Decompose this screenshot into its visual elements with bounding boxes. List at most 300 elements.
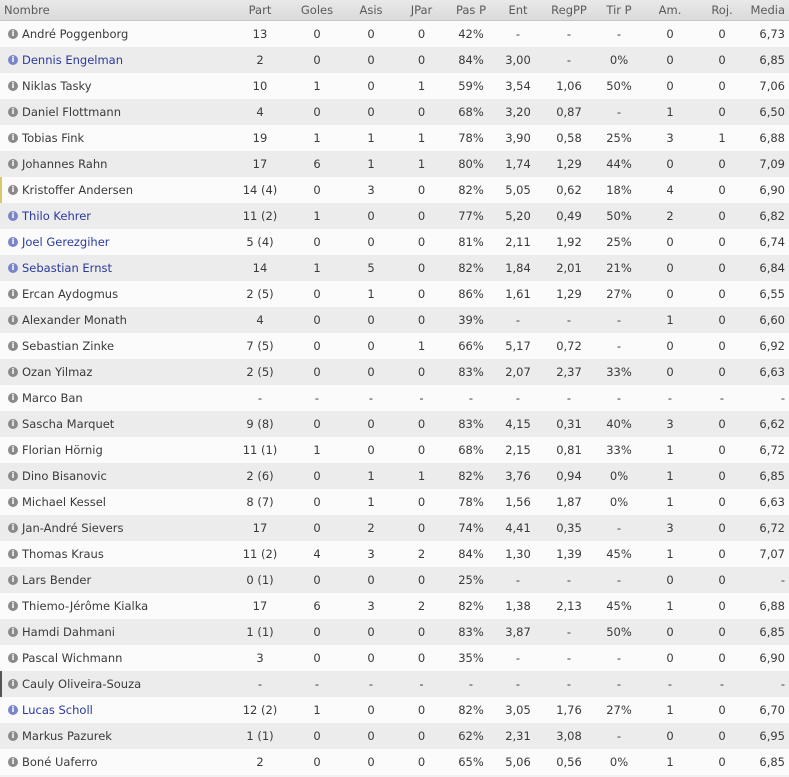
stat-asis: 3: [367, 599, 375, 613]
stat-ent: -: [515, 391, 521, 405]
stat-tir-p: 45%: [606, 547, 632, 561]
table-row[interactable]: [0, 437, 789, 463]
stat-part: 1 (1): [246, 729, 274, 743]
player-name-link[interactable]: Lars Bender: [22, 573, 92, 587]
stat-part: 10: [252, 79, 268, 93]
stat-pas-p: 77%: [458, 209, 484, 223]
info-icon[interactable]: i: [8, 263, 18, 273]
stat-regpp: 0,62: [556, 183, 582, 197]
stat-regpp: 0,49: [556, 209, 582, 223]
table-row[interactable]: [0, 515, 789, 541]
stat-am: 1: [666, 755, 674, 769]
stat-tir-p: 0%: [609, 469, 629, 483]
column-header-pas-p[interactable]: Pas P: [455, 3, 487, 17]
stat-ent: 1,61: [505, 287, 531, 301]
stat-media: -: [780, 391, 785, 405]
info-icon[interactable]: i: [8, 575, 18, 585]
info-icon[interactable]: i: [8, 81, 18, 91]
stat-goles: 0: [313, 573, 321, 587]
stat-am: 1: [666, 599, 674, 613]
stat-regpp: 3,08: [556, 729, 582, 743]
stat-ent: 2,11: [505, 235, 531, 249]
stat-ent: 3,54: [505, 79, 531, 93]
stat-ent: 1,30: [505, 547, 531, 561]
stat-regpp: 0,31: [556, 417, 582, 431]
stat-pas-p: 74%: [458, 521, 484, 535]
player-name-link[interactable]: Daniel Flottmann: [22, 105, 122, 119]
stat-am: 1: [666, 495, 674, 509]
stat-pas-p: 35%: [458, 651, 484, 665]
player-name-link[interactable]: Thilo Kehrer: [22, 209, 92, 223]
stat-part: 4: [256, 313, 264, 327]
stat-ent: 4,41: [505, 521, 531, 535]
stat-asis: 0: [367, 79, 375, 93]
stat-goles: 0: [313, 469, 321, 483]
table-row[interactable]: [0, 359, 789, 385]
stat-pas-p: 82%: [458, 703, 484, 717]
stat-regpp: 1,87: [556, 495, 582, 509]
info-icon[interactable]: i: [8, 523, 18, 533]
table-row[interactable]: [0, 281, 789, 307]
stat-ent: 1,38: [505, 599, 531, 613]
stat-tir-p: -: [616, 391, 622, 405]
player-name-link[interactable]: Sebastian Zinke: [22, 339, 115, 353]
stat-media: 7,06: [759, 79, 785, 93]
info-icon[interactable]: i: [8, 705, 18, 715]
player-name-link[interactable]: Jan-André Sievers: [22, 521, 124, 535]
stat-jpar: 0: [417, 209, 426, 223]
stat-media: 6,72: [759, 521, 785, 535]
stat-goles: 1: [313, 261, 321, 275]
player-name-link[interactable]: Michael Kessel: [22, 495, 106, 509]
stat-pas-p: -: [468, 677, 474, 691]
player-name-link[interactable]: Marco Ban: [22, 391, 83, 405]
stat-goles: 1: [313, 443, 321, 457]
info-icon[interactable]: i: [8, 471, 18, 481]
stat-part: 11 (2): [242, 547, 278, 561]
stat-part: 3: [256, 651, 264, 665]
stat-goles: 0: [313, 417, 321, 431]
stat-am: 1: [666, 313, 674, 327]
table-row[interactable]: [0, 697, 789, 723]
stat-roj: 0: [718, 313, 726, 327]
table-row[interactable]: [0, 73, 789, 99]
column-header-am[interactable]: Am.: [658, 3, 682, 17]
stat-am: -: [667, 391, 673, 405]
player-name-link[interactable]: Thiemo-Jérôme Kialka: [22, 599, 149, 613]
stat-roj: 0: [718, 157, 726, 171]
stat-roj: 0: [718, 703, 726, 717]
table-row[interactable]: [0, 255, 789, 281]
player-name-cell: [0, 333, 232, 359]
stat-tir-p: -: [616, 105, 622, 119]
stat-part: 0 (1): [246, 573, 274, 587]
stat-roj: 0: [718, 729, 726, 743]
stat-tir-p: 18%: [606, 183, 632, 197]
table-row[interactable]: [0, 177, 789, 203]
stat-am: 2: [666, 209, 674, 223]
stat-pas-p: 86%: [458, 287, 484, 301]
stat-ent: -: [515, 573, 521, 587]
player-name-cell: [0, 541, 232, 567]
stat-tir-p: 50%: [606, 625, 632, 639]
stat-part: 5 (4): [246, 235, 274, 249]
stat-media: 6,82: [759, 209, 785, 223]
stat-roj: 0: [718, 417, 726, 431]
info-icon[interactable]: i: [8, 315, 18, 325]
stat-part: 17: [252, 157, 268, 171]
stat-regpp: -: [566, 27, 572, 41]
stat-pas-p: 39%: [458, 313, 484, 327]
stat-tir-p: -: [616, 313, 622, 327]
column-header-regpp[interactable]: RegPP: [551, 3, 587, 17]
info-icon[interactable]: i: [8, 731, 18, 741]
stat-goles: -: [314, 677, 320, 691]
stat-pas-p: 78%: [458, 131, 484, 145]
stat-media: 6,73: [759, 27, 785, 41]
stat-jpar: 0: [417, 53, 426, 67]
stat-part: 4: [256, 105, 264, 119]
stat-regpp: 1,29: [556, 287, 582, 301]
stat-jpar: 0: [417, 755, 426, 769]
stat-pas-p: 59%: [458, 79, 484, 93]
stat-jpar: 1: [417, 339, 426, 353]
stat-goles: -: [314, 391, 320, 405]
stat-tir-p: 44%: [606, 157, 632, 171]
column-header-ent[interactable]: Ent: [508, 3, 528, 17]
table-body: [0, 21, 789, 775]
table-row[interactable]: [0, 489, 789, 515]
stat-ent: 5,17: [505, 339, 531, 353]
stat-am: 3: [666, 417, 674, 431]
player-name-cell: [0, 21, 232, 47]
stat-regpp: 0,87: [556, 105, 582, 119]
player-name-link[interactable]: Florian Hörnig: [22, 443, 103, 457]
stat-ent: 1,74: [505, 157, 531, 171]
stat-part: 12 (2): [242, 703, 278, 717]
column-header-name[interactable]: Nombre: [4, 3, 50, 17]
stat-ent: 3,87: [505, 625, 531, 639]
stat-tir-p: 40%: [606, 417, 632, 431]
stat-jpar: 0: [417, 27, 426, 41]
stat-regpp: -: [566, 573, 572, 587]
stat-jpar: 1: [417, 469, 426, 483]
stat-roj: 0: [718, 261, 726, 275]
stat-tir-p: 27%: [606, 703, 632, 717]
stat-asis: 0: [367, 209, 375, 223]
player-name-link[interactable]: Dino Bisanovic: [22, 469, 107, 483]
info-icon[interactable]: i: [8, 289, 18, 299]
stat-asis: 1: [367, 469, 375, 483]
player-name-cell: [0, 749, 232, 775]
stat-regpp: -: [566, 677, 572, 691]
info-icon[interactable]: i: [8, 211, 18, 221]
stat-part: -: [257, 391, 263, 405]
stat-goles: 0: [313, 755, 321, 769]
player-name-link[interactable]: Dennis Engelman: [22, 53, 124, 67]
stat-part: 9 (8): [246, 417, 274, 431]
stat-jpar: 0: [417, 313, 426, 327]
info-icon[interactable]: i: [8, 601, 18, 611]
stat-goles: 0: [313, 105, 321, 119]
stat-tir-p: -: [616, 573, 622, 587]
stat-media: 6,88: [759, 599, 785, 613]
table-row[interactable]: [0, 567, 789, 593]
table-row[interactable]: [0, 593, 789, 619]
player-name-link[interactable]: Ercan Aydogmus: [22, 287, 119, 301]
player-name-cell: [0, 125, 232, 151]
stat-roj: 0: [718, 521, 726, 535]
info-icon[interactable]: i: [8, 627, 18, 637]
stat-tir-p: 25%: [606, 131, 632, 145]
player-name-cell: [0, 281, 232, 307]
info-icon[interactable]: i: [8, 185, 18, 195]
stat-goles: 6: [313, 157, 321, 171]
stat-regpp: -: [566, 625, 572, 639]
stat-regpp: 1,76: [556, 703, 582, 717]
stat-jpar: 2: [417, 599, 426, 613]
info-icon[interactable]: i: [8, 237, 18, 247]
stat-tir-p: -: [616, 677, 622, 691]
stat-asis: 3: [367, 547, 375, 561]
table-row[interactable]: [0, 619, 789, 645]
player-name-cell: [0, 671, 232, 697]
stat-media: 6,74: [759, 235, 785, 249]
stat-tir-p: 33%: [606, 443, 632, 457]
table-row[interactable]: [0, 541, 789, 567]
player-name-cell: [0, 47, 232, 73]
stat-roj: 0: [718, 443, 726, 457]
stat-pas-p: 78%: [458, 495, 484, 509]
stat-roj: 0: [718, 79, 726, 93]
stat-part: 19: [252, 131, 268, 145]
stat-asis: 2: [367, 521, 375, 535]
stat-asis: -: [368, 677, 374, 691]
stat-ent: 2,31: [505, 729, 531, 743]
player-name-cell: [0, 437, 232, 463]
stat-ent: 4,15: [505, 417, 531, 431]
stat-ent: -: [515, 313, 521, 327]
stat-goles: 0: [313, 313, 321, 327]
column-header-jpar[interactable]: JPar: [410, 3, 433, 17]
stat-asis: 0: [367, 417, 375, 431]
stat-asis: 0: [367, 27, 375, 41]
player-name-cell: [0, 697, 232, 723]
info-icon[interactable]: i: [8, 341, 18, 351]
player-name-link[interactable]: Thomas Kraus: [22, 547, 104, 561]
stat-am: 1: [666, 469, 674, 483]
table-row[interactable]: [0, 99, 789, 125]
player-name-cell: [0, 177, 232, 203]
stat-asis: 0: [367, 339, 375, 353]
stat-tir-p: 0%: [609, 53, 629, 67]
player-name-link[interactable]: Lucas Scholl: [22, 703, 93, 717]
player-name-link[interactable]: Sascha Marquet: [22, 417, 115, 431]
player-name-cell: [0, 645, 232, 671]
stat-asis: 1: [367, 287, 375, 301]
player-name-link[interactable]: Alexander Monath: [22, 313, 127, 327]
stat-media: 6,85: [759, 625, 785, 639]
stat-pas-p: 42%: [458, 27, 484, 41]
player-name-cell: [0, 229, 232, 255]
stat-jpar: 0: [417, 625, 426, 639]
info-icon[interactable]: i: [8, 497, 18, 507]
stat-regpp: 1,39: [556, 547, 582, 561]
table-row[interactable]: [0, 229, 789, 255]
stat-asis: 0: [367, 105, 375, 119]
stat-regpp: 0,72: [556, 339, 582, 353]
info-icon[interactable]: i: [8, 393, 18, 403]
stat-asis: 5: [367, 261, 375, 275]
stat-goles: 0: [313, 235, 321, 249]
player-name-link[interactable]: Niklas Tasky: [22, 79, 92, 93]
stat-am: 3: [666, 521, 674, 535]
stat-roj: -: [719, 677, 725, 691]
stat-media: 6,63: [759, 365, 785, 379]
player-name-link[interactable]: Joel Gerezgiher: [22, 235, 110, 249]
stat-regpp: 2,37: [556, 365, 582, 379]
stat-am: 4: [666, 183, 674, 197]
player-name-cell: [0, 99, 232, 125]
stat-jpar: 0: [417, 287, 426, 301]
table-row[interactable]: [0, 749, 789, 775]
table-row[interactable]: [0, 203, 789, 229]
player-name-link[interactable]: Pascal Wichmann: [22, 651, 123, 665]
table-row[interactable]: [0, 333, 789, 359]
stat-jpar: 0: [417, 261, 426, 275]
stat-pas-p: 83%: [458, 625, 484, 639]
stat-part: 2: [256, 755, 264, 769]
stat-roj: 0: [718, 287, 726, 301]
stat-tir-p: -: [616, 651, 622, 665]
stat-media: 6,60: [759, 313, 785, 327]
player-name-link[interactable]: André Poggenborg: [22, 27, 129, 41]
table-row[interactable]: [0, 411, 789, 437]
stat-tir-p: -: [616, 521, 622, 535]
stat-media: 6,95: [759, 729, 785, 743]
stat-ent: -: [515, 677, 521, 691]
table-row[interactable]: [0, 645, 789, 671]
stat-pas-p: 81%: [458, 235, 484, 249]
stat-tir-p: 25%: [606, 235, 632, 249]
player-name-link[interactable]: Ozan Yilmaz: [22, 365, 93, 379]
player-name-link[interactable]: Boné Uaferro: [22, 755, 98, 769]
stat-asis: 0: [367, 443, 375, 457]
column-header-goles[interactable]: Goles: [300, 3, 334, 17]
stat-ent: 2,15: [505, 443, 531, 457]
stat-goles: 1: [313, 209, 321, 223]
table-row[interactable]: [0, 307, 789, 333]
column-header-tir-p[interactable]: Tir P: [606, 3, 632, 17]
column-header-asis[interactable]: Asis: [359, 3, 383, 17]
info-icon[interactable]: i: [8, 549, 18, 559]
player-name-cell: [0, 723, 232, 749]
player-name-link[interactable]: Kristoffer Andersen: [22, 183, 133, 197]
stat-ent: 5,20: [505, 209, 531, 223]
table-row[interactable]: [0, 671, 789, 697]
table-row[interactable]: [0, 47, 789, 73]
table-row[interactable]: [0, 723, 789, 749]
info-icon[interactable]: i: [8, 757, 18, 767]
info-icon[interactable]: i: [8, 159, 18, 169]
stat-ent: 3,05: [505, 703, 531, 717]
stat-regpp: -: [566, 391, 572, 405]
table-row[interactable]: [0, 151, 789, 177]
column-header-roj[interactable]: Roj.: [711, 3, 733, 17]
stat-asis: 0: [367, 53, 375, 67]
info-icon[interactable]: i: [8, 133, 18, 143]
stat-goles: 0: [313, 27, 321, 41]
info-icon[interactable]: i: [8, 55, 18, 65]
stat-jpar: 0: [417, 443, 426, 457]
stat-ent: 3,20: [505, 105, 531, 119]
info-icon[interactable]: i: [8, 367, 18, 377]
table-row[interactable]: [0, 463, 789, 489]
table-row[interactable]: [0, 21, 789, 47]
player-name-cell: [0, 307, 232, 333]
stat-media: 6,92: [759, 339, 785, 353]
stat-am: 1: [666, 703, 674, 717]
stat-jpar: 0: [417, 183, 426, 197]
info-icon[interactable]: i: [8, 679, 18, 689]
stat-regpp: 1,06: [556, 79, 582, 93]
player-name-link[interactable]: Johannes Rahn: [22, 157, 108, 171]
stat-am: 0: [666, 651, 674, 665]
stat-ent: 1,84: [505, 261, 531, 275]
stat-asis: 0: [367, 313, 375, 327]
stat-tir-p: 50%: [606, 79, 632, 93]
stat-roj: 0: [718, 755, 726, 769]
stat-asis: 1: [367, 157, 375, 171]
player-name-cell: [0, 515, 232, 541]
column-header-media[interactable]: Media: [750, 3, 785, 17]
player-name-cell: [0, 255, 232, 281]
stat-jpar: 0: [417, 703, 426, 717]
stat-asis: 0: [367, 729, 375, 743]
player-name-cell: [0, 567, 232, 593]
stat-media: 6,85: [759, 755, 785, 769]
info-icon[interactable]: i: [8, 107, 18, 117]
info-icon[interactable]: i: [8, 445, 18, 455]
table-row[interactable]: [0, 125, 789, 151]
stat-part: 2 (5): [246, 287, 274, 301]
info-icon[interactable]: i: [8, 29, 18, 39]
stat-jpar: 0: [417, 651, 426, 665]
stat-goles: 0: [313, 287, 321, 301]
stat-tir-p: 27%: [606, 287, 632, 301]
stat-asis: 1: [367, 495, 375, 509]
stat-asis: 0: [367, 365, 375, 379]
stat-pas-p: 82%: [458, 261, 484, 275]
info-icon[interactable]: i: [8, 653, 18, 663]
stat-media: 6,90: [759, 651, 785, 665]
stat-goles: 0: [313, 495, 321, 509]
stat-media: 6,63: [759, 495, 785, 509]
column-header-part[interactable]: Part: [248, 3, 272, 17]
stat-part: 2: [256, 53, 264, 67]
stat-roj: 0: [718, 183, 726, 197]
player-name-link[interactable]: Markus Pazurek: [22, 729, 112, 743]
stat-roj: 0: [718, 573, 726, 587]
table-row[interactable]: [0, 385, 789, 411]
info-icon[interactable]: i: [8, 419, 18, 429]
player-name-link[interactable]: Sebastian Ernst: [22, 261, 112, 275]
player-name-link[interactable]: Cauly Oliveira-Souza: [22, 677, 142, 691]
player-name-link[interactable]: Hamdi Dahmani: [22, 625, 115, 639]
stat-tir-p: 50%: [606, 209, 632, 223]
stat-asis: 0: [367, 235, 375, 249]
player-name-link[interactable]: Tobias Fink: [22, 131, 85, 145]
